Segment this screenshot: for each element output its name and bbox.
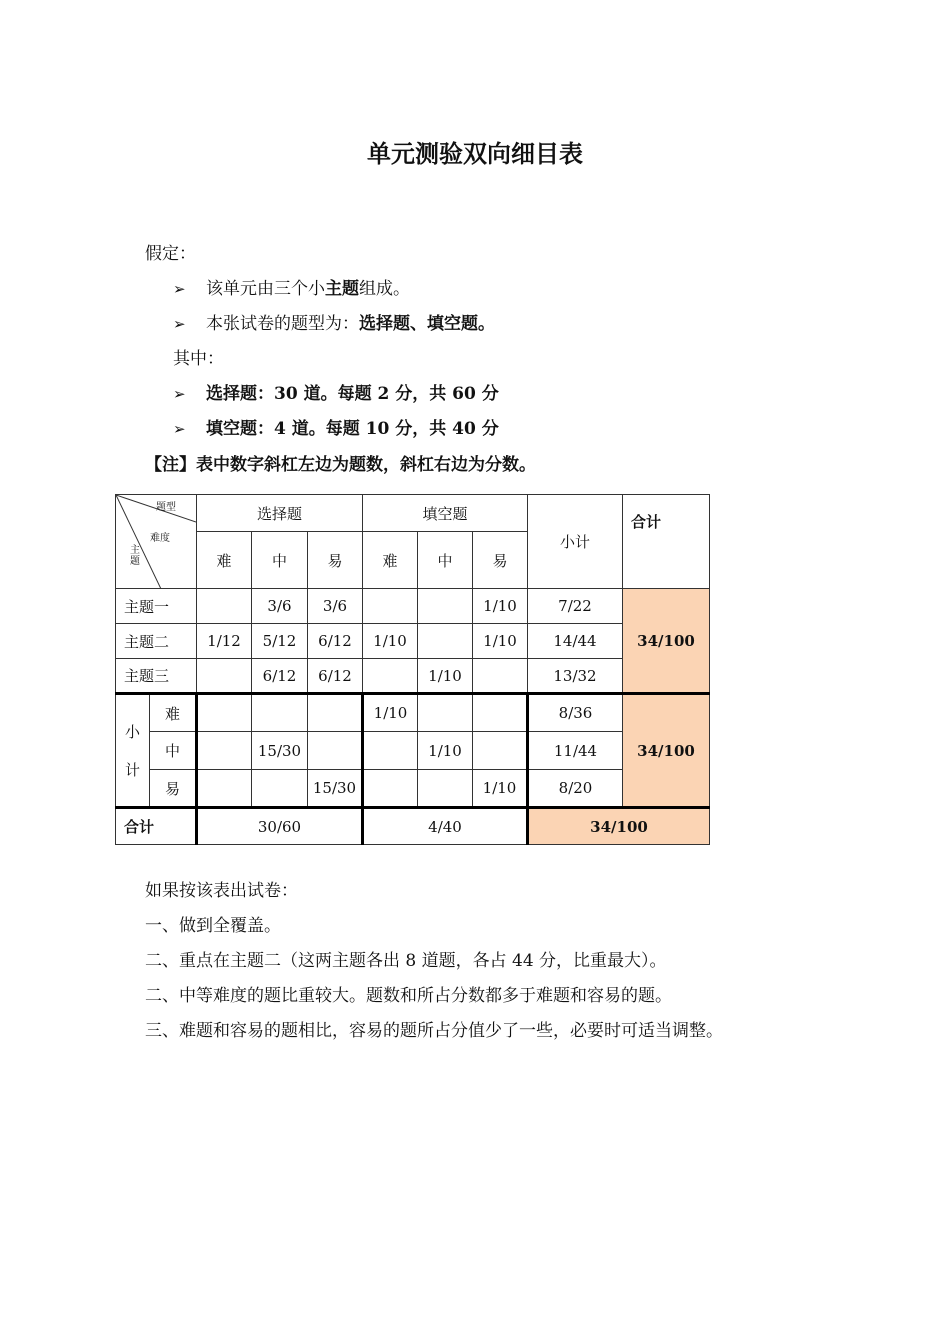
corner-type-label: 题型 (156, 502, 176, 513)
level-label: 中 (150, 732, 197, 770)
cell: 3/6 (308, 589, 363, 624)
arrow-bullet-icon: ➢ (173, 315, 186, 333)
cell: 1/10 (473, 624, 528, 659)
cell (418, 770, 473, 808)
grand-total: 34/100 (528, 808, 710, 845)
level-hard: 难 (363, 532, 418, 589)
cell (473, 732, 528, 770)
row-subtotal: 8/36 (528, 694, 623, 732)
header-subtotal: 小计 (528, 495, 623, 589)
bullet-topics: ➢ 该单元由三个小主题组成。 (173, 279, 410, 299)
cell (473, 694, 528, 732)
level-total: 34/100 (623, 694, 710, 808)
cell (418, 624, 473, 659)
cell (418, 694, 473, 732)
cell: 1/10 (363, 694, 418, 732)
page-title: 单元测验双向细目表 (367, 140, 583, 168)
corner-level-label: 难度 (150, 533, 170, 544)
cell (363, 659, 418, 694)
table-row (116, 694, 710, 732)
level-hard: 难 (197, 532, 252, 589)
table-row (116, 770, 710, 808)
row-subtotal: 14/44 (528, 624, 623, 659)
among-label: 其中： (173, 349, 224, 369)
cell (363, 589, 418, 624)
level-easy: 易 (308, 532, 363, 589)
bullet-choice: ➢ 选择题：30 道。每题 2 分，共 60 分 (173, 384, 499, 404)
total-row-label: 合计 (116, 808, 197, 845)
table-row (116, 659, 710, 694)
conclusion-item: 一、做到全覆盖。 (145, 916, 281, 936)
bullet-types: ➢ 本张试卷的题型为：选择题、填空题。 (173, 314, 495, 334)
table-row (116, 589, 710, 624)
header-total: 合计 (623, 495, 710, 589)
bullet-fill: ➢ 填空题：4 道。每题 10 分，共 40 分 (173, 419, 499, 439)
cell (363, 770, 418, 808)
cell: 1/10 (418, 732, 473, 770)
level-label: 易 (150, 770, 197, 808)
conclusion-item: 二、中等难度的题比重较大。题数和所占分数都多于难题和容易的题。 (145, 986, 672, 1006)
cell (197, 770, 252, 808)
cell: 5/12 (252, 624, 308, 659)
row-subtotal: 7/22 (528, 589, 623, 624)
topic-total: 34/100 (623, 589, 710, 694)
cell: 15/30 (308, 770, 363, 808)
cell (308, 732, 363, 770)
cell: 1/10 (363, 624, 418, 659)
corner-topic-label: 主题 (130, 545, 140, 567)
cell (197, 659, 252, 694)
conclusion-label: 如果按该表出试卷： (145, 881, 298, 901)
topic-label: 主题三 (116, 659, 197, 694)
cell: 6/12 (308, 624, 363, 659)
table-row (116, 732, 710, 770)
note: 【注】表中数字斜杠左边为题数，斜杠右边为分数。 (145, 455, 536, 475)
cell: 6/12 (252, 659, 308, 694)
cell (197, 589, 252, 624)
spec-table (115, 494, 710, 845)
cell (252, 694, 308, 732)
cell (418, 589, 473, 624)
cell: 1/10 (473, 589, 528, 624)
corner-cell (116, 495, 197, 589)
cell (308, 694, 363, 732)
cell: 1/10 (473, 770, 528, 808)
cell: 1/10 (418, 659, 473, 694)
level-medium: 中 (418, 532, 473, 589)
header-fill: 填空题 (363, 495, 528, 532)
assume-label: 假定： (145, 244, 196, 264)
cell: 3/6 (252, 589, 308, 624)
level-group-text: 小计 (124, 722, 140, 779)
level-medium: 中 (252, 532, 308, 589)
row-subtotal: 11/44 (528, 732, 623, 770)
topic-label: 主题一 (116, 589, 197, 624)
table-row (116, 624, 710, 659)
cell (197, 732, 252, 770)
arrow-bullet-icon: ➢ (173, 280, 186, 298)
level-easy: 易 (473, 532, 528, 589)
row-subtotal: 8/20 (528, 770, 623, 808)
header-choice: 选择题 (197, 495, 363, 532)
conclusion-item: 二、重点在主题二（这两主题各出 8 道题，各占 44 分，比重最大）。 (145, 951, 667, 971)
cell (197, 694, 252, 732)
level-label: 难 (150, 694, 197, 732)
conclusion-item: 三、难题和容易的题相比，容易的题所占分值少了一些，必要时可适当调整。 (145, 1021, 723, 1041)
cell (473, 659, 528, 694)
cell: 1/12 (197, 624, 252, 659)
arrow-bullet-icon: ➢ (173, 385, 186, 403)
row-subtotal: 13/32 (528, 659, 623, 694)
cell (363, 732, 418, 770)
topic-label: 主题二 (116, 624, 197, 659)
cell: 15/30 (252, 732, 308, 770)
cell: 6/12 (308, 659, 363, 694)
total-row (116, 808, 710, 845)
arrow-bullet-icon: ➢ (173, 420, 186, 438)
total-fill: 4/40 (363, 808, 528, 845)
level-group-label (116, 694, 150, 808)
cell (252, 770, 308, 808)
total-choice: 30/60 (197, 808, 363, 845)
